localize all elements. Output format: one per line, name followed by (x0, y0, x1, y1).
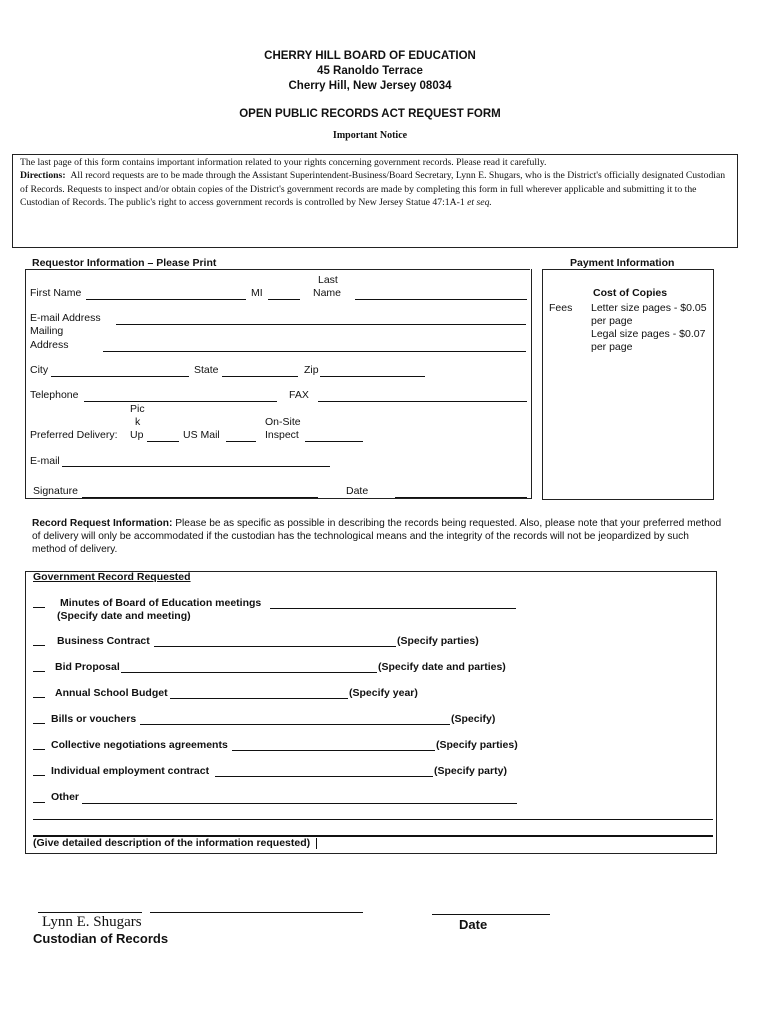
payment-title: Payment Information (570, 257, 675, 269)
minutes-spec: (Specify date and meeting) (57, 610, 191, 622)
bills-checkbox[interactable] (33, 723, 45, 724)
address-label: Address (30, 339, 69, 351)
collective-checkbox[interactable] (33, 749, 45, 750)
individual-spec: (Specify party) (434, 765, 507, 777)
mi-input[interactable] (268, 299, 300, 300)
custodian-title: Custodian of Records (33, 931, 169, 946)
onsite-checkbox[interactable] (305, 441, 363, 442)
city-input[interactable] (51, 376, 189, 377)
minutes-label: Minutes of Board of Education meetings (60, 597, 262, 609)
individual-input[interactable] (215, 776, 433, 777)
bills-spec: (Specify) (451, 713, 496, 725)
collective-input[interactable] (232, 750, 435, 751)
directions-text: All record requests are to be made through the Assistant Superintendent-Business/Board Secretary, Lynn E. Shugars, who is the District's officially designated Custodian of Records. Requests to inspect and/or obtain copies of the District's government records are made by completing this form in full wherever applicable and submitting it to the Custodian of Records. The public's right to access government records is controlled by New Jersey Statue 47:1A-1 (20, 170, 726, 209)
org-name: CHERRY HILL BOARD OF EDUCATION (264, 50, 476, 62)
last-name-label-1: Last (318, 274, 338, 286)
pickup-checkbox[interactable] (147, 441, 179, 442)
business-spec: (Specify parties) (397, 635, 479, 647)
pick-label-2: k (135, 416, 141, 428)
legal-cost-1: Legal size pages - $0.07 (591, 328, 706, 340)
first-name-label: First Name (30, 287, 82, 299)
org-street: 45 Ranoldo Terrace (317, 65, 423, 77)
record-info-text: Please be as specific as possible in describing the records being requested. Also, please note that your preferred method of delivery will only be accommodated if the custodian has the technological means and the integrity of the records will not be jeopardized by such method of delivery. (32, 518, 722, 555)
business-label: Business Contract (57, 635, 150, 647)
other-label: Other (51, 791, 80, 803)
city-label: City (30, 364, 49, 376)
requestor-section-title: Requestor Information – Please Print (32, 257, 217, 269)
minutes-checkbox[interactable] (33, 607, 45, 608)
letter-cost-1: Letter size pages - $0.05 (591, 302, 707, 314)
onsite-label-1b: On-Site (265, 416, 301, 428)
et-seq: et seq. (467, 197, 492, 209)
bills-label: Bills or vouchers (51, 713, 137, 725)
first-name-input[interactable] (86, 299, 246, 300)
notice-line-1: The last page of this form contains important information related to your rights concerning government records. Please read it carefully. (20, 157, 547, 168)
budget-input[interactable] (170, 698, 348, 699)
footer-date-label: Date (459, 917, 488, 932)
telephone-label: Telephone (30, 389, 79, 401)
email-input[interactable] (62, 466, 330, 467)
us-mail-checkbox[interactable] (226, 441, 256, 442)
telephone-input[interactable] (84, 401, 277, 402)
bid-spec: (Specify date and parties) (378, 661, 506, 673)
budget-spec: (Specify year) (349, 687, 418, 699)
bid-checkbox[interactable] (33, 671, 45, 672)
bills-input[interactable] (140, 724, 450, 725)
collective-spec: (Specify parties) (436, 739, 518, 751)
fees-label: Fees (549, 302, 573, 314)
last-name-input[interactable] (355, 299, 527, 300)
preferred-delivery-label: Preferred Delivery: (30, 429, 118, 441)
cost-title: Cost of Copies (593, 287, 668, 299)
pick-label-1: Pic (130, 403, 145, 415)
bid-label: Bid Proposal (55, 661, 120, 673)
mi-label: MI (251, 287, 263, 299)
custodian-signature: Lynn E. Shugars (42, 914, 142, 930)
minutes-input[interactable] (270, 608, 516, 609)
date-sig-line[interactable] (432, 914, 550, 915)
custodian-sig-line-2[interactable] (150, 912, 363, 913)
detail-note-divider (316, 838, 317, 849)
state-label: State (194, 364, 219, 376)
other-checkbox[interactable] (33, 802, 45, 803)
us-mail-label: US Mail (183, 429, 220, 441)
org-city: Cherry Hill, New Jersey 08034 (288, 80, 452, 92)
fax-label: FAX (289, 389, 309, 401)
address-input[interactable] (103, 351, 526, 352)
business-checkbox[interactable] (33, 645, 45, 646)
custodian-sig-line-1 (38, 912, 142, 913)
notice-title: Important Notice (332, 130, 408, 141)
directions-label: Directions: (20, 170, 66, 182)
requestor-box (25, 269, 532, 499)
zip-input[interactable] (320, 376, 425, 377)
email-address-label: E-mail Address (30, 312, 101, 324)
email-address-input[interactable] (116, 324, 526, 325)
signature-input[interactable] (82, 497, 318, 498)
detail-note: (Give detailed description of the information requested) (33, 837, 311, 849)
state-input[interactable] (222, 376, 298, 377)
notice-text (20, 156, 726, 210)
notice-directions (20, 169, 726, 209)
record-info-label: Record Request Information: (32, 518, 173, 529)
pickup-up-label: Up (130, 429, 144, 441)
collective-label: Collective negotiations agreements (51, 739, 228, 751)
date-label: Date (346, 485, 369, 497)
budget-checkbox[interactable] (33, 697, 45, 698)
form-title: OPEN PUBLIC RECORDS ACT REQUEST FORM (239, 108, 501, 120)
letter-cost-2: per page (591, 315, 633, 327)
business-input[interactable] (154, 646, 396, 647)
legal-cost-2: per page (591, 341, 633, 353)
record-info (32, 517, 722, 556)
individual-checkbox[interactable] (33, 775, 45, 776)
signature-label: Signature (33, 485, 78, 497)
records-title: Government Record Requested (33, 571, 191, 583)
fax-input[interactable] (318, 401, 527, 402)
date-input[interactable] (395, 497, 527, 498)
last-name-label-2: Name (313, 287, 342, 299)
bid-input[interactable] (121, 672, 377, 673)
detail-line-1[interactable] (33, 819, 713, 820)
other-input[interactable] (82, 803, 517, 804)
mailing-label: Mailing (30, 325, 64, 337)
email-label: E-mail (30, 455, 60, 467)
zip-label: Zip (304, 364, 319, 376)
budget-label: Annual School Budget (55, 687, 168, 699)
onsite-label-2: Inspect (265, 429, 299, 441)
individual-label: Individual employment contract (51, 765, 210, 777)
